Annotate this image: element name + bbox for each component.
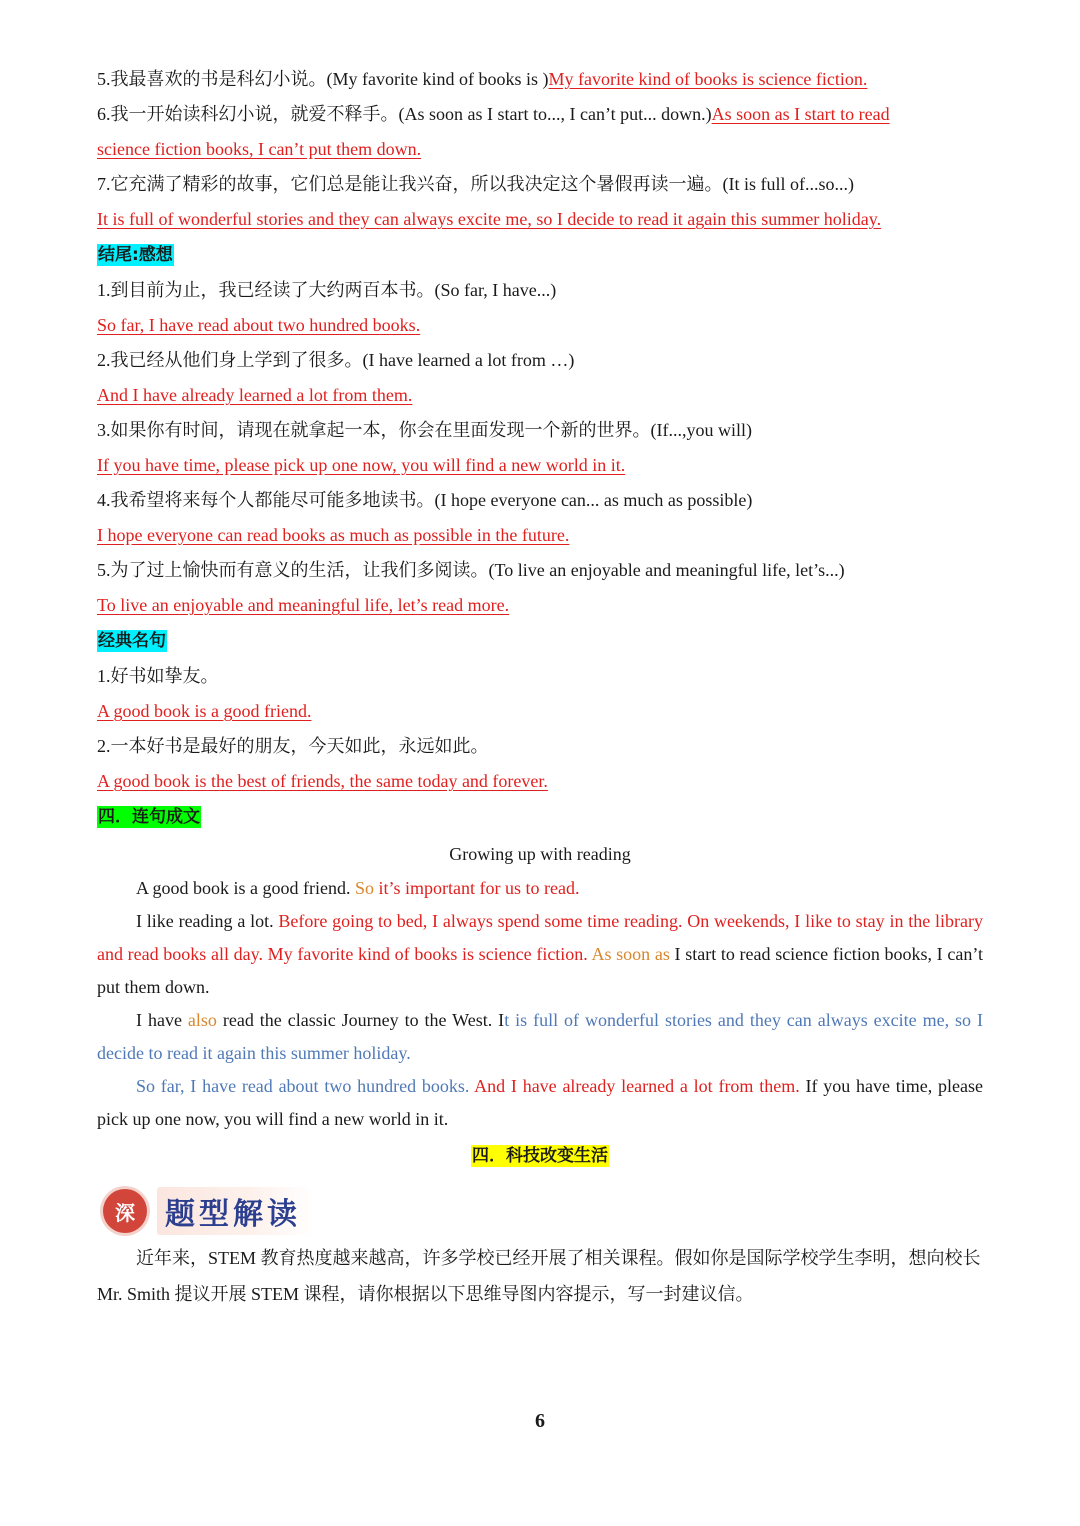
question-line: 5.为了过上愉快而有意义的生活，让我们多阅读。(To live an enjoyable and meaningful life, let’s...): [97, 560, 845, 580]
essay-paragraph: I like reading a lot. Before going to bed, I always spend some time reading. On weekends, I like to stay in the library and read books all day. My favorite kind of books is science fiction. As soon as I start to read science fiction books, I can’t put them down.: [97, 911, 983, 997]
answer-line: If you have time, please pick up one now, you will find a new world in it.: [97, 455, 626, 475]
answer-line: And I have already learned a lot from them.: [97, 385, 413, 405]
badge-icon: 深: [103, 1189, 147, 1233]
document-page: [97, 62, 983, 1312]
answer-line: [97, 202, 983, 237]
answer-text: It is full of wonderful stories and they can always excite me, so I decide to read it again this summer holiday.: [97, 209, 882, 229]
answer-line: So far, I have read about two hundred books.: [97, 315, 421, 335]
question-line: 4.我希望将来每个人都能尽可能多地读书。(I hope everyone can... as much as possible): [97, 490, 753, 510]
section-heading-ending: 结尾:感想: [98, 245, 173, 265]
answer-line: [97, 132, 983, 167]
question-type-banner: [97, 1182, 983, 1240]
answer-line: A good book is the best of friends, the same today and forever.: [97, 771, 548, 791]
page-number: 6: [535, 1410, 545, 1432]
essay-title: Growing up with reading: [449, 844, 631, 864]
answer-text: science fiction books, I can’t put them down.: [97, 139, 422, 159]
question-line: 7.它充满了精彩的故事，它们总是能让我兴奋，所以我决定这个暑假再读一遍。(It is full of...so...): [97, 174, 854, 194]
answer-line: To live an enjoyable and meaningful life, let’s read more.: [97, 595, 510, 615]
essay-paragraph: So far, I have read about two hundred books. And I have already learned a lot from them. If you have time, please pick up one now, you will find a new world in it.: [97, 1076, 984, 1129]
answer-text: As soon as I start to read: [711, 104, 890, 124]
banner-title: 题型解读: [157, 1187, 315, 1235]
essay-paragraph: A good book is a good friend. So it’s important for us to read.: [136, 878, 580, 898]
section-heading-tech: 四．科技改变生活: [472, 1146, 608, 1166]
answer-text: My favorite kind of books is science fiction.: [548, 69, 868, 89]
question-line: 2.我已经从他们身上学到了很多。(I have learned a lot from …): [97, 350, 575, 370]
essay-body: [97, 872, 983, 1136]
question-line: 6.我一开始读科幻小说，就爱不释手。(As soon as I start to..., I can’t put... down.)As soon as I start to read: [97, 104, 890, 124]
task-intro: 近年来，STEM 教育热度越来越高，许多学校已经开展了相关课程。假如你是国际学校学生李明，想向校长 Mr. Smith 提议开展 STEM 课程，请你根据以下思维导图内容提示，写一封建议信。: [97, 1248, 981, 1304]
section-heading-essay: 四．连句成文: [98, 807, 200, 827]
question-line: 3.如果你有时间，请现在就拿起一本，你会在里面发现一个新的世界。(If...,you will): [97, 420, 752, 440]
question-line: 5.我最喜欢的书是科幻小说。(My favorite kind of books is )My favorite kind of books is science fiction.: [97, 69, 868, 89]
answer-line: A good book is a good friend.: [97, 701, 312, 721]
section-heading-quotes: 经典名句: [98, 631, 166, 651]
question-line: 1.好书如挚友。: [97, 666, 219, 686]
question-line: 2.一本好书是最好的朋友，今天如此，永远如此。: [97, 736, 489, 756]
question-line: 1.到目前为止，我已经读了大约两百本书。(So far, I have...): [97, 280, 557, 300]
essay-paragraph: I have also read the classic Journey to the West. It is full of wonderful stories and they can always excite me, so I decide to read it again this summer holiday.: [97, 1010, 983, 1063]
answer-line: I hope everyone can read books as much as possible in the future.: [97, 525, 570, 545]
